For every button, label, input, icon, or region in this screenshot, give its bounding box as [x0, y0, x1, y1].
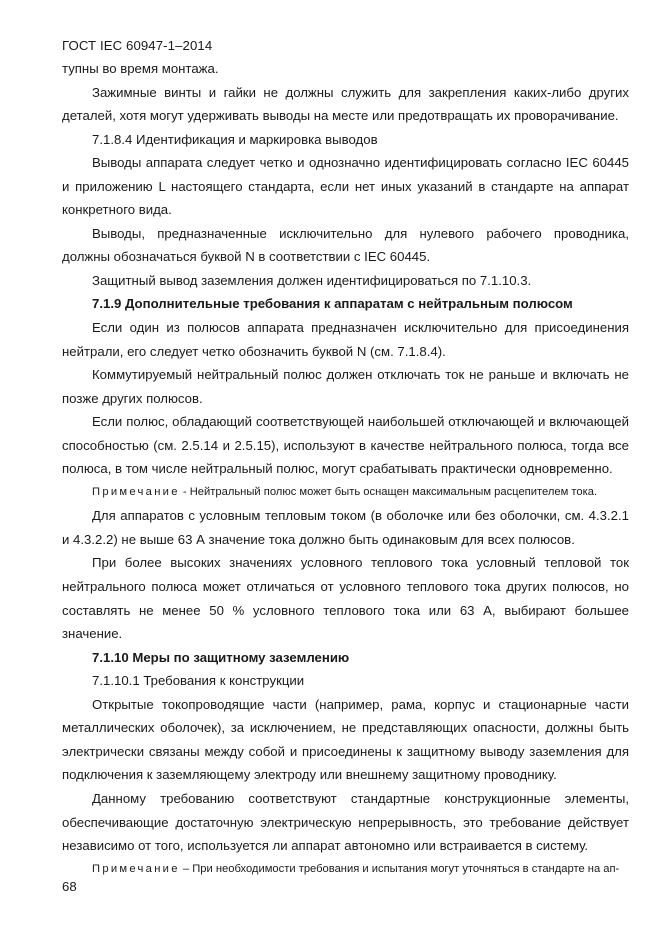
note-text: – При необходимости требования и испытания могут уточняться в стандарте на ап- [179, 862, 620, 875]
paragraph-higher-thermal-current: При более высоких значениях условного теплового тока условный тепловой ток нейтрального полюса может отличаться от условного теплового тока других полюсов, но составлять не менее 50 % условного теплового тока или 63 А, выбирают большее значение. [62, 555, 629, 642]
paragraph-protective-earth-terminal: Защитный вывод заземления должен идентифицироваться по 7.1.10.3. [92, 272, 532, 288]
page-number: 68 [62, 879, 77, 894]
document-header: ГОСТ IEC 60947-1–2014 [62, 38, 213, 53]
paragraph-neutral-terminals: Выводы, предназначенные исключительно для нулевого рабочего проводника, должны обозначаться буквой N в соответствии с IEC 60445. [62, 225, 629, 265]
note-text: - Нейтральный полюс может быть оснащен максимальным расцепителем тока. [179, 485, 598, 498]
paragraph-continued: тупны во время монтажа. [62, 61, 219, 76]
note-requirements-refinement [62, 858, 629, 882]
subsection-7-1-8-4-title: 7.1.8.4 Идентификация и маркировка выводов [92, 131, 378, 147]
section-7-1-9-heading: 7.1.9 Дополнительные требования к аппаратам с нейтральным полюсом [92, 296, 573, 312]
note-label: Примечание [92, 485, 180, 498]
paragraph-neutral-pole-marking: Если один из полюсов аппарата предназначен исключительно для присоединения нейтрали, его следует четко обозначить буквой N (см. 7.1.8.4). [62, 320, 629, 359]
section-7-1-10-heading: 7.1.10 Меры по защитному заземлению [92, 649, 350, 665]
paragraph-thermal-current-63a: Для аппаратов с условным тепловым током (в оболочке или без оболочки, см. 4.3.2.1 и 4.3.2.2) не выше 63 А значение тока должно быть одинаковым для всех полюсов. [62, 508, 629, 547]
paragraph-neutral-pole-capacity: Если полюс, обладающий соответствующей наибольшей отключающей и включающей способностью (см. 2.5.14 и 2.5.15), используют в качестве нейтрального полюса, тогда все полюса, в том числе нейтральный полюс, могут срабатывать практически одновременно. [62, 414, 629, 477]
paragraph-switched-neutral-pole: Коммутируемый нейтральный полюс должен отключать ток не раньше и включать не позже других полюсов. [62, 367, 629, 406]
note-label: Примечание [92, 862, 180, 875]
paragraph-clamping-screws: Зажимные винты и гайки не должны служить для закрепления каких-либо других деталей, хотя могут удерживать выводы на месте или предотвращать их проворачивание. [62, 84, 629, 124]
note-overcurrent-release [62, 481, 629, 505]
paragraph-structural-elements: Данному требованию соответствуют стандартные конструкционные элементы, обеспечивающие достаточную электрическую непрерывность, это требование действует независимо от того, используется ли аппарат автономно или встраивается в систему. [62, 790, 629, 854]
document-body [62, 57, 629, 881]
subsection-7-1-10-1-title: 7.1.10.1 Требования к конструкции [92, 673, 305, 689]
paragraph-exposed-conductive-parts: Открытые токопроводящие части (например, рама, корпус и стационарные части металлических оболочек), за исключением, не представляющих опасности, должны быть электрически связаны между собой и присоединены к защитному выводу заземления для подключения к заземляющему электроду или внешнему защитному проводнику. [62, 696, 629, 783]
paragraph-terminal-identification: Выводы аппарата следует четко и однозначно идентифицировать согласно IEC 60445 и приложению L настоящего стандарта, если нет иных указаний в стандарте на аппарат конкретного вида. [62, 155, 629, 218]
